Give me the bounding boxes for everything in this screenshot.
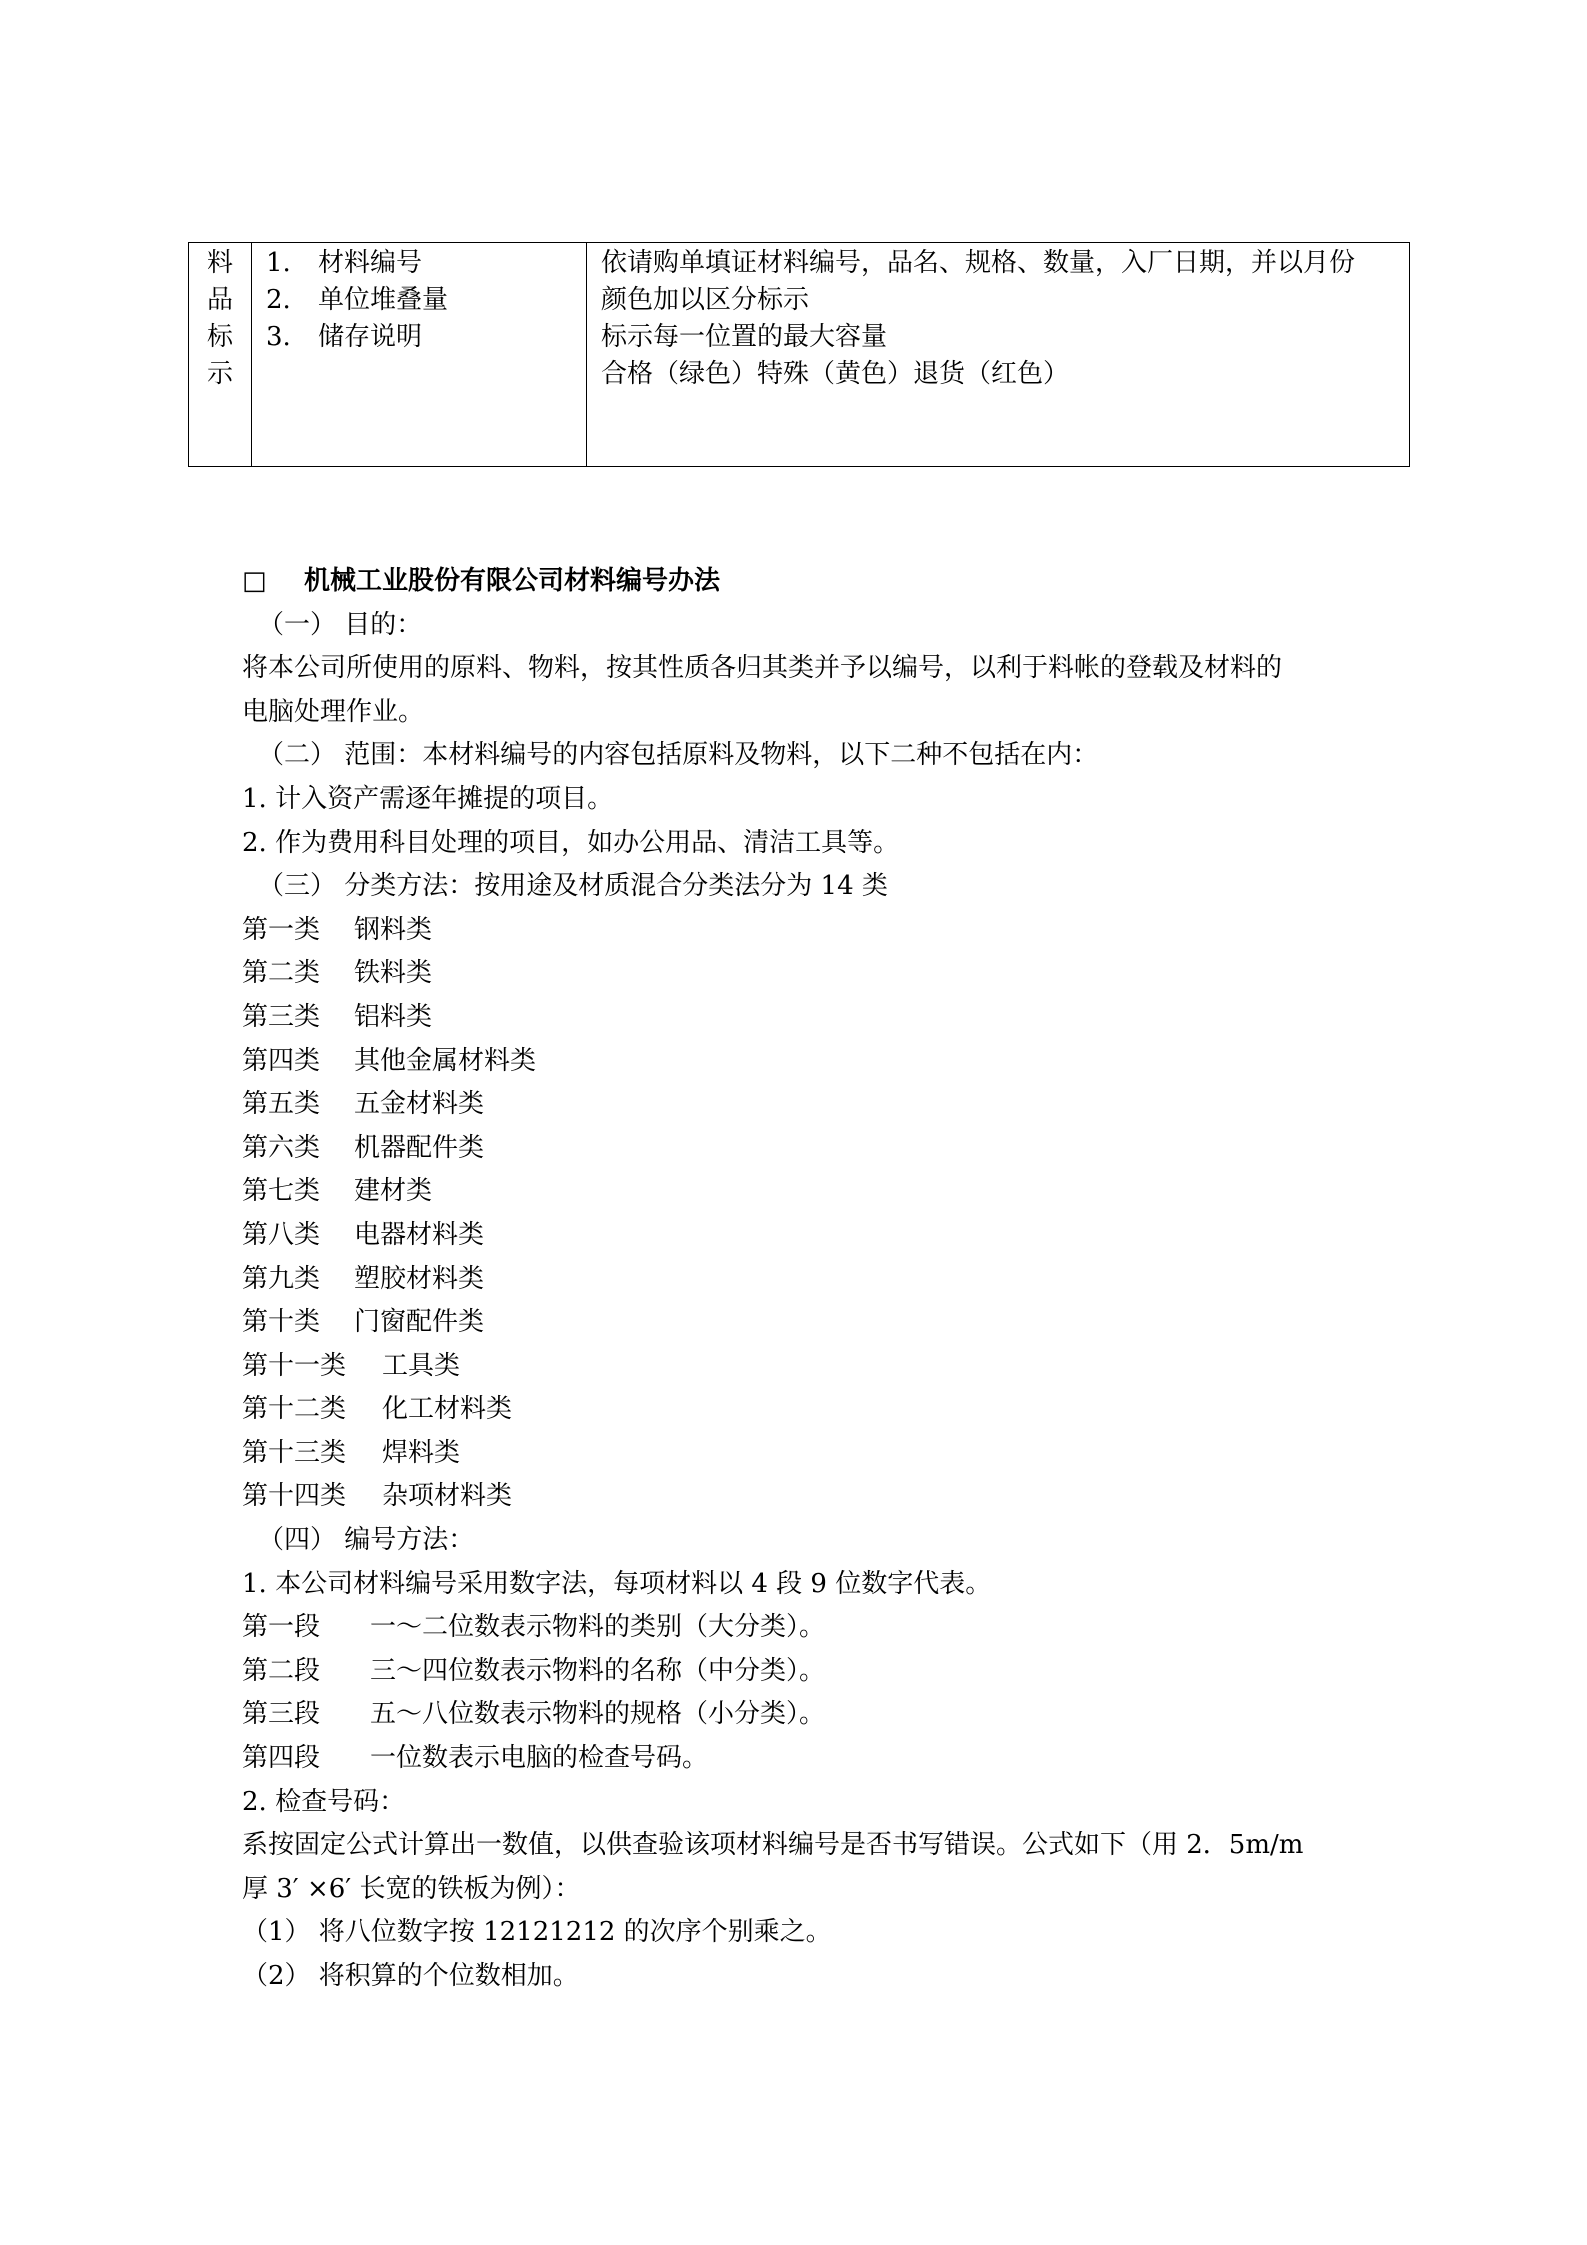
section-title: （二） 范围：本材料编号的内容包括原料及物料，以下二种不包括在内： — [258, 740, 1099, 771]
table-item: 2. 单位堆叠量 — [266, 285, 449, 315]
class-item: 第二类 铁料类 — [242, 958, 433, 989]
segment-item: 第三段 五～八位数表示物料的规格（小分类）。 — [242, 1699, 826, 1730]
step-item: （2） 将积算的个位数相加。 — [242, 1961, 579, 1991]
class-item: 第三类 铝料类 — [242, 1001, 433, 1032]
paragraph-line: 电脑处理作业。 — [242, 696, 425, 727]
segment-item: 第二段 三～四位数表示物料的名称（中分类）。 — [242, 1655, 826, 1686]
step-item: （1） 将八位数字按 12121212 的次序个别乘之。 — [242, 1917, 832, 1948]
section-title: （四） 编号方法： — [258, 1525, 475, 1556]
class-item: 第九类 塑胶材料类 — [242, 1263, 485, 1294]
description-cell — [587, 243, 1410, 467]
table-item: 3. 储存说明 — [266, 322, 423, 352]
paragraph-line: 系按固定公式计算出一数值，以供查验该项材料编号是否书写错误。公式如下（用 2．5m/m — [242, 1830, 1304, 1861]
class-item: 第四类 其他金属材料类 — [242, 1045, 537, 1076]
material-label-table — [188, 242, 1410, 467]
class-item: 第十类 门窗配件类 — [242, 1307, 485, 1338]
list-item: 1. 计入资产需逐年摊提的项目。 — [242, 783, 614, 814]
section-title: （一） 目的： — [258, 609, 423, 640]
paragraph-line: 将本公司所使用的原料、物料，按其性质各归其类并予以编号，以利于料帐的登载及材料的 — [242, 653, 1283, 684]
category-cell — [189, 243, 252, 467]
category-char: 品 — [206, 285, 233, 315]
segment-item: 第四段 一位数表示电脑的检查号码。 — [242, 1743, 709, 1774]
class-item: 第六类 机器配件类 — [242, 1132, 485, 1163]
description-line: 标示每一位置的最大容量 — [601, 322, 888, 352]
segment-item: 第一段 一～二位数表示物料的类别（大分类）。 — [242, 1612, 826, 1643]
document-body — [242, 560, 1372, 1999]
description-line: 依请购单填证材料编号，品名、规格、数量，入厂日期，并以月份 — [601, 248, 1356, 278]
class-item: 第十二类 化工材料类 — [242, 1394, 513, 1425]
description-line: 颜色加以区分标示 — [601, 285, 810, 315]
class-item: 第五类 五金材料类 — [242, 1089, 485, 1120]
section-title: （三） 分类方法：按用途及材质混合分类法分为 14 类 — [258, 871, 888, 902]
document-heading: □ 机械工业股份有限公司材料编号办法 — [242, 560, 1372, 604]
list-item: 2. 检查号码： — [242, 1786, 406, 1817]
category-char: 料 — [206, 248, 233, 278]
class-item: 第八类 电器材料类 — [242, 1219, 485, 1250]
class-item: 第十一类 工具类 — [242, 1350, 461, 1381]
table-item: 1. 材料编号 — [266, 248, 423, 278]
description-line: 合格（绿色）特殊（黄色）退货（红色） — [601, 359, 1070, 389]
paragraph-line: 厚 3′ ×6′ 长宽的铁板为例）： — [242, 1873, 581, 1904]
class-item: 第一类 钢料类 — [242, 914, 433, 945]
list-item: 1. 本公司材料编号采用数字法，每项材料以 4 段 9 位数字代表。 — [242, 1568, 992, 1599]
checkbox-square-icon: □ — [242, 566, 267, 596]
category-char: 标 — [206, 322, 233, 352]
class-item: 第七类 建材类 — [242, 1176, 433, 1207]
class-item: 第十三类 焊料类 — [242, 1437, 461, 1468]
list-item: 2. 作为费用科目处理的项目，如办公用品、清洁工具等。 — [242, 827, 900, 858]
class-item: 第十四类 杂项材料类 — [242, 1481, 513, 1512]
items-cell — [252, 243, 587, 467]
category-char: 示 — [206, 359, 233, 389]
